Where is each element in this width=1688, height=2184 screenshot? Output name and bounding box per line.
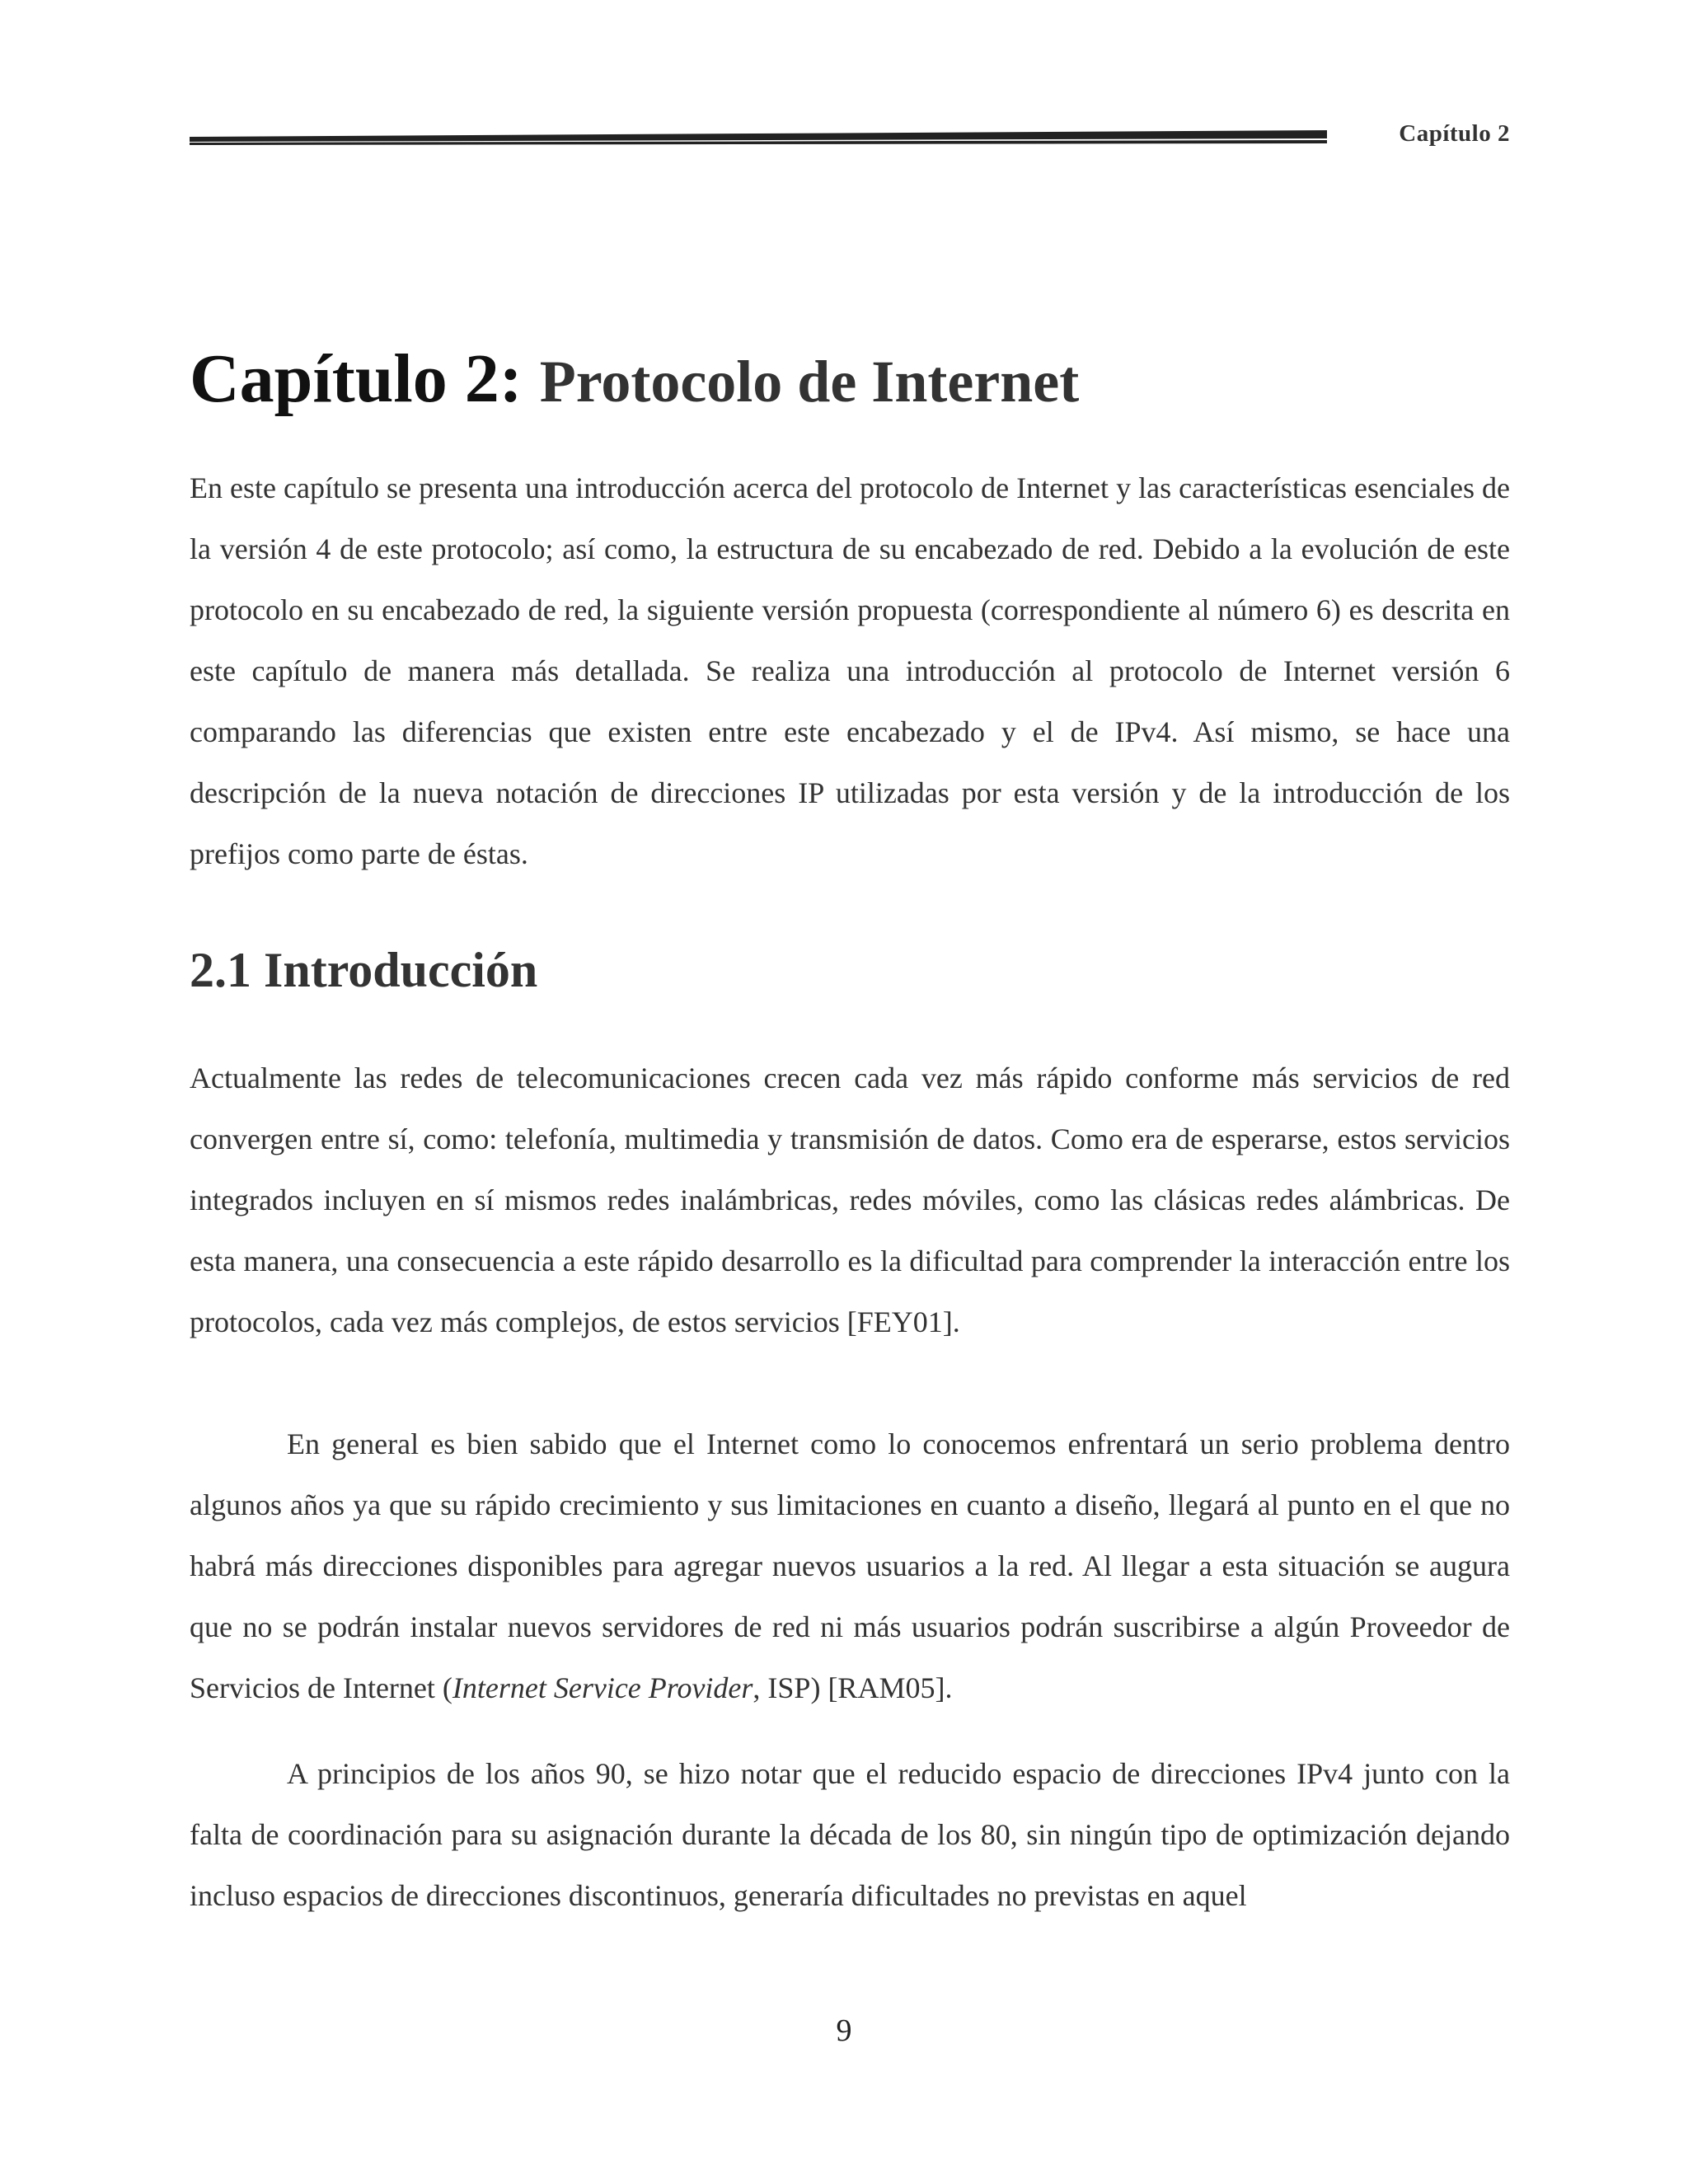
- italic-term: Internet Service Provider: [452, 1671, 753, 1704]
- paragraph-text: , ISP) [RAM05].: [753, 1671, 953, 1704]
- page-body: [190, 338, 1510, 1926]
- paragraph-text: En general es bien sabido que el Internet como lo conocemos enfrentará un serio problema dentro algunos años ya que su rápido crecimiento y sus limitaciones en cuanto a diseño, llegará al punto en el que no habrá más direcciones disponibles para agregar nuevos usuarios a la red. Al llegar a esta situación se augura que no se podrán instalar nuevos servidores de red ni más usuarios podrán suscribirse a algún Proveedor de Servicios de Internet (: [190, 1427, 1510, 1704]
- header-rule: [190, 130, 1327, 145]
- chapter-intro-paragraph: En este capítulo se presenta una introducción acerca del protocolo de Internet y las características esenciales de la versión 4 de este protocolo; así como, la estructura de su encabezado de red. Debido a la evolución de este protocolo en su encabezado de red, la siguiente versión propuesta (correspondiente al número 6) es descrita en este capítulo de manera más detallada. Se realiza una introducción al protocolo de Internet versión 6 comparando las diferencias que existen entre este encabezado y el de IPv4. Así mismo, se hace una descripción de la nueva notación de direcciones IP utilizadas por esta versión y de la introducción de los prefijos como parte de éstas.: [190, 471, 1510, 870]
- chapter-number: Capítulo 2:: [190, 340, 523, 417]
- running-header: Capítulo 2: [1399, 120, 1510, 147]
- section-paragraph-3: A principios de los años 90, se hizo notar que el reducido espacio de direcciones IPv4 junto con la falta de coordinación para su asignación durante la década de los 80, sin ningún tipo de optimización dejando incluso espacios de direcciones discontinuos, generaría dificultades no previstas en aquel: [190, 1757, 1510, 1912]
- chapter-title: [190, 338, 1510, 423]
- section-paragraph-2: [190, 1413, 1510, 1718]
- section-title: 2.1 Introducción: [190, 943, 538, 997]
- chapter-subtitle: Protocolo de Internet: [539, 349, 1080, 415]
- page-number: 9: [836, 2013, 852, 2048]
- section-paragraph-1: Actualmente las redes de telecomunicaciones crecen cada vez más rápido conforme más servicios de red convergen entre sí, como: telefonía, multimedia y transmisión de datos. Como era de esperarse, estos servicios integrados incluyen en sí mismos redes inalámbricas, redes móviles, como las clásicas redes alámbricas. De esta manera, una consecuencia a este rápido desarrollo es la dificultad para comprender la interacción entre los protocolos, cada vez más complejos, de estos servicios [FEY01].: [190, 1062, 1510, 1338]
